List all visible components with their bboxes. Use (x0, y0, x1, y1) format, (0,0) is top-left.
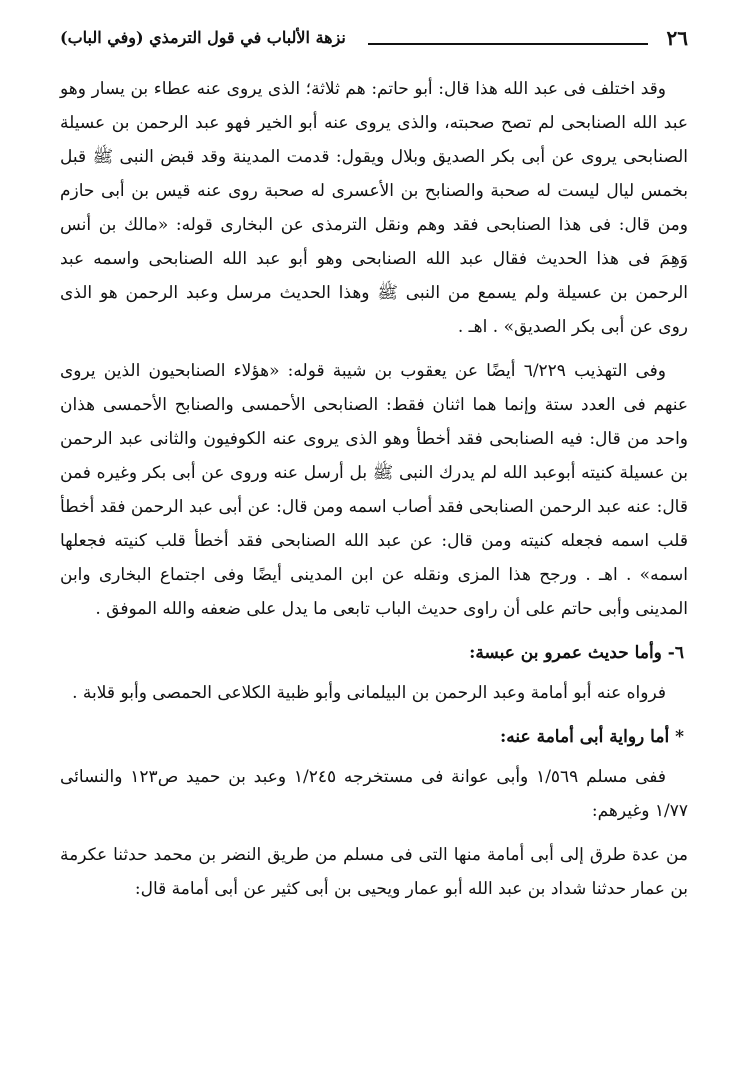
running-title: نزهة الألباب في قول الترمذي (وفي الباب) (60, 28, 346, 47)
paragraph: ففى مسلم ١/٥٦٩ وأبى عوانة فى مستخرجه ١/٢٤٥ وعبد بن حميد ص١٢٣ والنسائى ١/٧٧ وغيرهم: (60, 767, 688, 821)
paragraph: وفى التهذيب ٦/٢٢٩ أيضًا عن يعقوب بن شيبة قوله: «هؤلاء الصنابحيون الذين يروى عنهم فى العدد ستة وإنما هما اثنان فقط: الصنابحى الأحمسى والصنابح الأحمسى هذان واحد من قال: فيه الصنابحى فقد أخطأ وهو الذى يروى عنه الكوفيون والثانى عبد الرحمن بن عسيلة كنيته أبوعبد الله لم يدرك النبى ﷺ بل أرسل عنه وروى عن أبى بكر وغيره فمن قال: عنه عبد الرحمن الصنابحى فقد أصاب اسمه ومن قال: عن أبى عبد الرحمن فقد أخطأ قلب اسمه فجعله كنيته ومن قال: عن عبد الله الصنابحى فقد أخطأ قلب كنيته فجعلها اسمه» . اهـ . ورجح هذا المزى ونقله عن ابن المدينى أيضًا وفى اجتماع البخارى وابن المدينى وأبى حاتم على أن راوى حديث الباب تابعى ما يدل على ضعفه والله الموفق . (60, 361, 688, 619)
paragraph: من عدة طرق إلى أبى أمامة منها التى فى مسلم من طريق النضر بن محمد حدثنا عكرمة بن عمار حدثنا شداد بن عبد الله أبو عمار ويحيى بن أبى كثير عن أبى أمامة قال: (60, 845, 688, 899)
section-heading: ٦- وأما حديث عمرو بن عبسة: (469, 643, 684, 663)
subsection-heading: * أما رواية أبى أمامة عنه: (500, 727, 684, 747)
paragraph: فرواه عنه أبو أمامة وعبد الرحمن بن البيلمانى وأبو ظبية الكلاعى الحمصى وأبو قلابة . (72, 683, 666, 703)
page-number: ٢٦ (666, 26, 688, 50)
paragraph: وقد اختلف فى عبد الله هذا قال: أبو حاتم: هم ثلاثة؛ الذى يروى عنه عطاء بن يسار وهو عبد الله الصنابحى لم تصح صحبته، والذى يروى عنه أبو الخير فهو عبد الرحمن بن عسيلة الصنابحى يروى عن أبى بكر الصديق وبلال ويقول: قدمت المدينة وقد قبض النبى ﷺ قبل بخمس ليال ليست له صحبة والصنابح بن الأعسرى له صحبة روى عنه قيس بن أبى حازم ومن قال: فى هذا الصنابحى فقد وهم ونقل الترمذى عن البخارى قوله: «مالك بن أنس وَهِمَ فى هذا الحديث فقال عبد الله الصنابحى وهو أبو عبد الله الصنابحى واسمه عبد الرحمن بن عسيلة ولم يسمع من النبى ﷺ وهذا الحديث مرسل وعبد الرحمن هو الذى روى عن أبى بكر الصديق» . اهـ . (60, 79, 688, 337)
page-body (60, 72, 688, 916)
page-header (60, 26, 688, 66)
header-rule (368, 43, 648, 45)
